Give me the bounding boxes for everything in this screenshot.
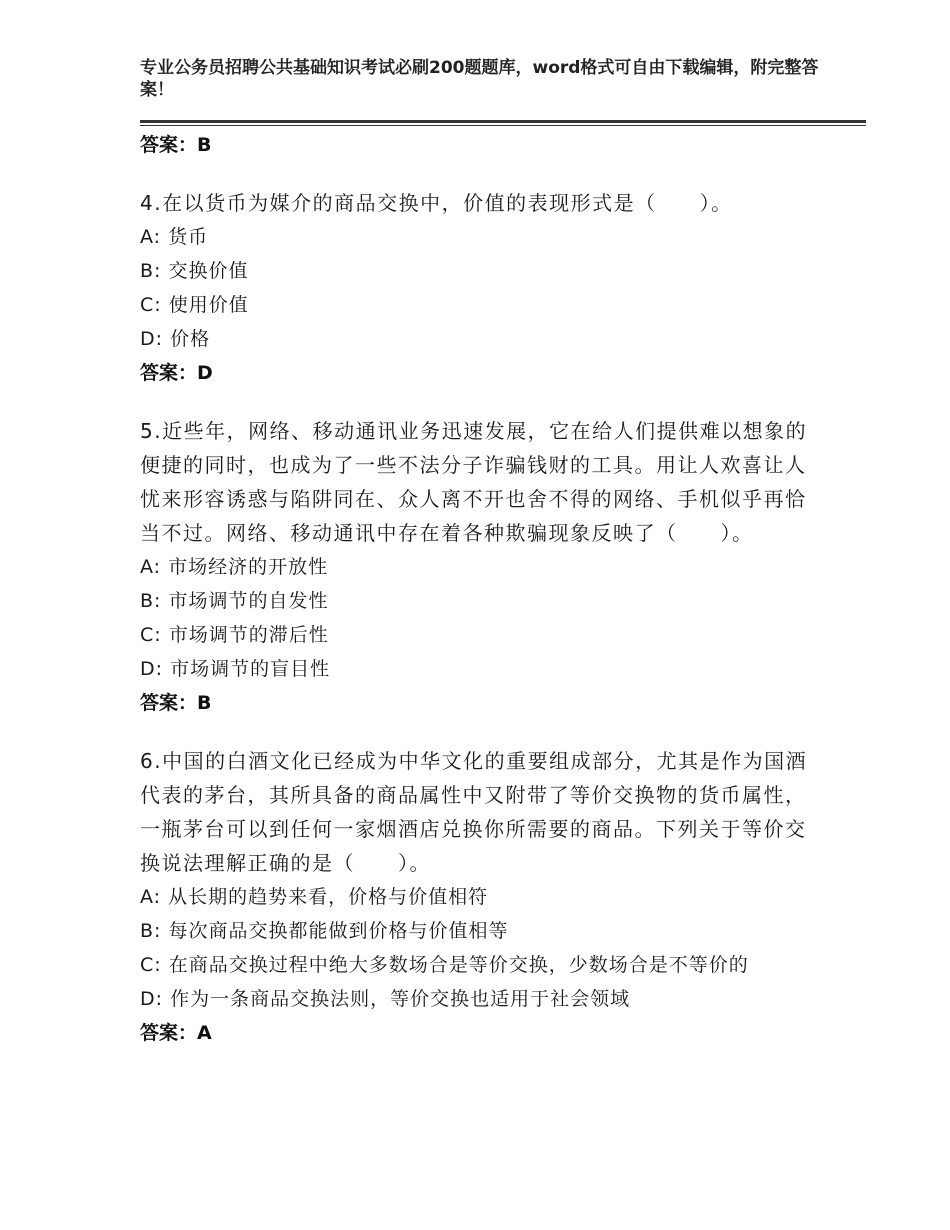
option-a: A: 货币 — [140, 226, 209, 248]
question-4 — [140, 186, 820, 390]
option-d: D: 价格 — [140, 328, 211, 350]
answer-line: 答案：A — [140, 1022, 212, 1044]
option-b: B: 交换价值 — [140, 260, 249, 282]
document-body — [140, 128, 820, 1050]
question-stem: 6.中国的白酒文化已经成为中华文化的重要组成部分，尤其是作为国酒代表的茅台，其所具备的商品属性中又附带了等价交换物的货币属性，一瓶茅台可以到任何一家烟酒店兑换你所需要的商品。下列关于等价交换说法理解正确的是（ ）。 — [140, 749, 808, 875]
option-b: B: 市场调节的自发性 — [140, 590, 329, 612]
answer-line: 答案：D — [140, 362, 213, 384]
option-a: A: 从长期的趋势来看，价格与价值相符 — [140, 886, 489, 908]
answer-line: 答案：B — [140, 692, 212, 714]
option-d: D: 市场调节的盲目性 — [140, 658, 331, 680]
option-c: C: 在商品交换过程中绝大多数场合是等价交换，少数场合是不等价的 — [140, 954, 749, 976]
answer-line: 答案：B — [140, 134, 212, 156]
header-divider-thin — [140, 125, 866, 126]
question-5 — [140, 414, 820, 720]
question-6 — [140, 744, 820, 1050]
option-b: B: 每次商品交换都能做到价格与价值相等 — [140, 920, 509, 942]
document-header: 专业公务员招聘公共基础知识考试必刷200题题库，word格式可自由下载编辑，附完整答案！ — [140, 58, 819, 100]
option-c: C: 使用价值 — [140, 294, 249, 316]
option-a: A: 市场经济的开放性 — [140, 556, 329, 578]
question-stem: 4.在以货币为媒介的商品交换中，价值的表现形式是（ ）。 — [140, 191, 733, 215]
question-stem: 5.近些年，网络、移动通讯业务迅速发展，它在给人们提供难以想象的便捷的同时，也成为了一些不法分子诈骗钱财的工具。用让人欢喜让人忧来形容诱惑与陷阱同在、众人离不开也舍不得的网络、手机似乎再恰当不过。网络、移动通讯中存在着各种欺骗现象反映了（ ）。 — [140, 419, 808, 545]
option-c: C: 市场调节的滞后性 — [140, 624, 329, 646]
option-d: D: 作为一条商品交换法则，等价交换也适用于社会领域 — [140, 988, 631, 1010]
header-divider-thick — [140, 120, 866, 123]
